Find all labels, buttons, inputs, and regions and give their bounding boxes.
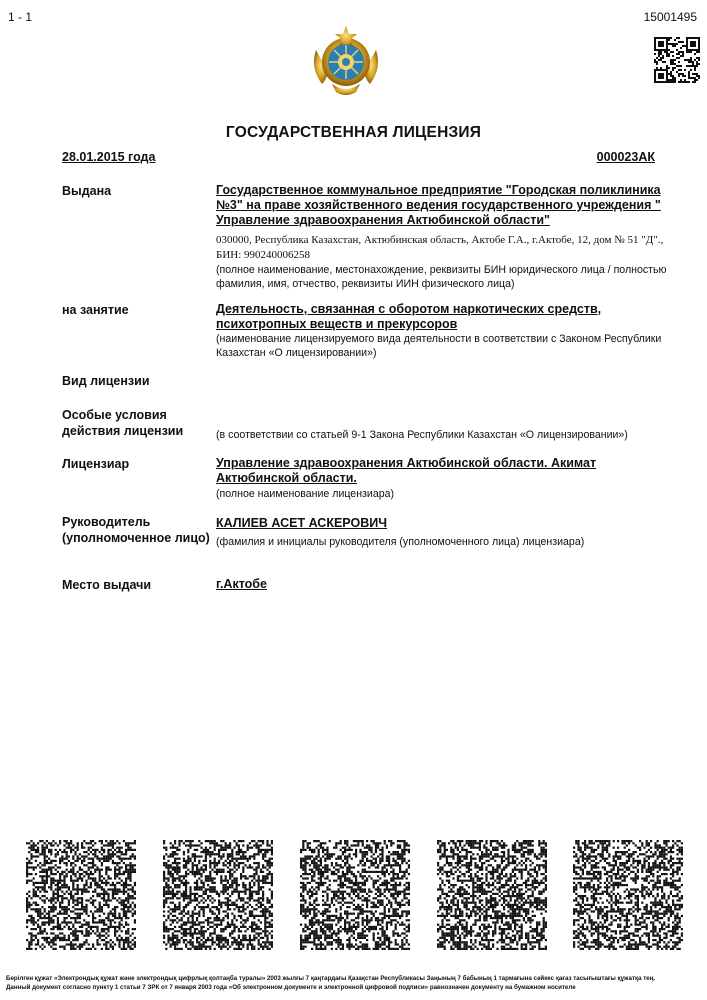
head-label-2: (уполномоченное лицо) <box>62 531 210 545</box>
barcode-icon <box>26 840 137 951</box>
special-conditions-label-1: Особые условия <box>62 408 167 422</box>
head-label-1: Руководитель <box>62 515 151 529</box>
footer-line-kz: Берілген құжат «Электрондық құжат және электрондық цифрлық қолтаңба туралы» 2003 жылғы 7 қаңтардағы Қазақстан Республикасы Заңының 7 бабының 1 тармағына сәйкес қағаз тасығыштағы құжатқа тең. <box>6 975 656 982</box>
special-conditions-label-2: действия лицензии <box>62 424 184 438</box>
issued-value: Государственное коммунальное предприятие "Городская поликлиника №3" на праве хозяйственного ведения государственного учреждения " Управление здравоохранения Актюбинской области" <box>216 183 661 227</box>
license-number: 000023АК <box>596 150 655 164</box>
document-title: ГОСУДАРСТВЕННАЯ ЛИЦЕНЗИЯ <box>225 124 482 141</box>
activity-value: Деятельность, связанная с оборотом наркотических средств, психотропных веществ и прекурсоров <box>216 302 602 331</box>
barcode-icon <box>437 840 548 951</box>
document-number: 15001495 <box>643 10 697 24</box>
issued-note: (полное наименование, местонахождение, реквизиты БИН юридического лица / полностью фамилия, имя, отчество, реквизиты ИИН физического лица) <box>216 264 667 290</box>
special-conditions-note: (в соответствии со статьей 9-1 Закона Республики Казахстан «О лицензировании») <box>216 429 628 441</box>
legal-footer <box>6 975 701 992</box>
licensor-note: (полное наименование лицензиара) <box>216 488 395 500</box>
issue-date: 28.01.2015 года <box>62 150 156 164</box>
license-type-label: Вид лицензии <box>62 374 150 388</box>
barcode-icon <box>573 840 684 951</box>
place-label: Место выдачи <box>62 578 152 592</box>
licensor-value: Управление здравоохранения Актюбинской области. Акимат Актюбинской области. <box>216 456 597 485</box>
place-value: г.Актобе <box>216 577 267 591</box>
issued-address: 030000, Республика Казахстан, Актюбинская область, Актобе Г.А., г.Актобе, 12, дом № 51 "Д"., БИН: 990240006258 <box>216 234 664 261</box>
page-indicator: 1 - 1 <box>8 10 33 24</box>
head-note: (фамилия и инициалы руководителя (уполномоченного лица) лицензиара) <box>216 536 585 548</box>
kazakhstan-state-emblem-icon <box>308 20 384 100</box>
licensor-label: Лицензиар <box>62 457 130 471</box>
footer-line-ru: Данный документ согласно пункту 1 статьи 7 ЗРК от 7 января 2003 года «Об электронном документе и электронной цифровой подписи» равнозначен документу на бумажном носителе <box>6 983 576 991</box>
barcode-icon <box>163 840 274 951</box>
barcode-icon <box>300 840 411 951</box>
head-value: КАЛИЕВ АСЕТ АСКЕРОВИЧ <box>216 516 387 530</box>
activity-note: (наименование лицензируемого вида деятельности в соответствии с Законом Республики Казахстан «О лицензировании») <box>216 333 662 359</box>
issued-label: Выдана <box>62 184 112 198</box>
activity-label: на занятие <box>62 303 129 317</box>
qr-code-icon <box>654 37 700 83</box>
